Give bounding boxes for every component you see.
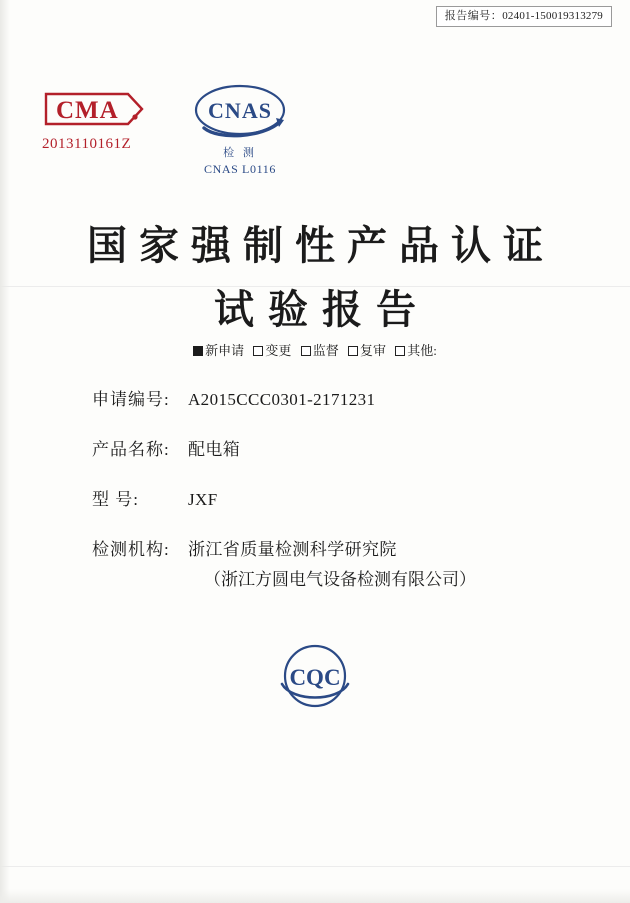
page-edge-shading-left [0,0,10,903]
field-value-product-name: 配电箱 [188,440,241,459]
field-label-application-no: 申请编号: [92,390,170,409]
field-value-model: JXF [188,490,218,509]
report-number-label: 报告编号： [444,10,503,22]
checkbox-box-supervision[interactable] [301,346,311,356]
report-fields [92,388,570,618]
field-product-name [92,438,570,462]
checkbox-label-supervision: 监督 [312,343,339,358]
cma-icon [42,88,150,130]
application-type-checkbox-row [0,340,630,359]
svg-text:CMA: CMA [56,97,119,124]
checkbox-item-change[interactable] [253,340,291,359]
svg-text:CNAS: CNAS [208,98,272,123]
report-number-bar [0,6,630,28]
cnas-subtitle: 检 测 [223,147,257,159]
checkbox-box-other[interactable] [395,346,405,356]
cqc-icon [270,640,360,716]
page-edge-shading-bottom [0,889,630,903]
report-number-box [436,6,612,27]
report-number-value: 02401-150019313279 [502,10,603,22]
checkbox-label-change: 变更 [265,343,292,358]
checkbox-label-review: 复审 [359,343,386,358]
scan-line [0,866,630,867]
checkbox-item-other[interactable] [395,340,437,359]
page-subtitle: 试验报告 [214,287,430,332]
checkbox-item-new-application[interactable] [193,340,244,359]
field-label-institution: 检测机构: [92,540,170,559]
field-value-institution: 浙江省质量检测科学研究院 [188,540,397,559]
cnas-mark-block [180,82,300,177]
page-title: 国家强制性产品认证 [87,223,555,268]
cnas-icon [184,82,296,144]
svg-text:CQC: CQC [289,665,341,690]
field-label-model: 型 号: [92,490,139,509]
field-value-institution-secondary: （浙江方圆电气设备检测有限公司） [204,570,476,589]
checkbox-box-review[interactable] [348,346,358,356]
field-label-product-name: 产品名称: [92,440,170,459]
field-application-no [92,388,570,412]
field-model [92,488,570,512]
field-institution [92,538,570,562]
checkbox-label-other: 其他: [407,343,437,358]
cma-code: 2013110161Z [42,136,132,152]
checkbox-box-change[interactable] [253,346,263,356]
checkbox-item-supervision[interactable] [301,340,339,359]
cma-mark-block [42,88,172,153]
checkbox-box-new-application[interactable] [193,346,203,356]
checkbox-item-review[interactable] [348,340,386,359]
checkbox-label-new-application: 新申请 [205,343,245,358]
cnas-code: CNAS L0116 [204,162,276,176]
field-value-application-no: A2015CCC0301-2171231 [188,390,376,409]
